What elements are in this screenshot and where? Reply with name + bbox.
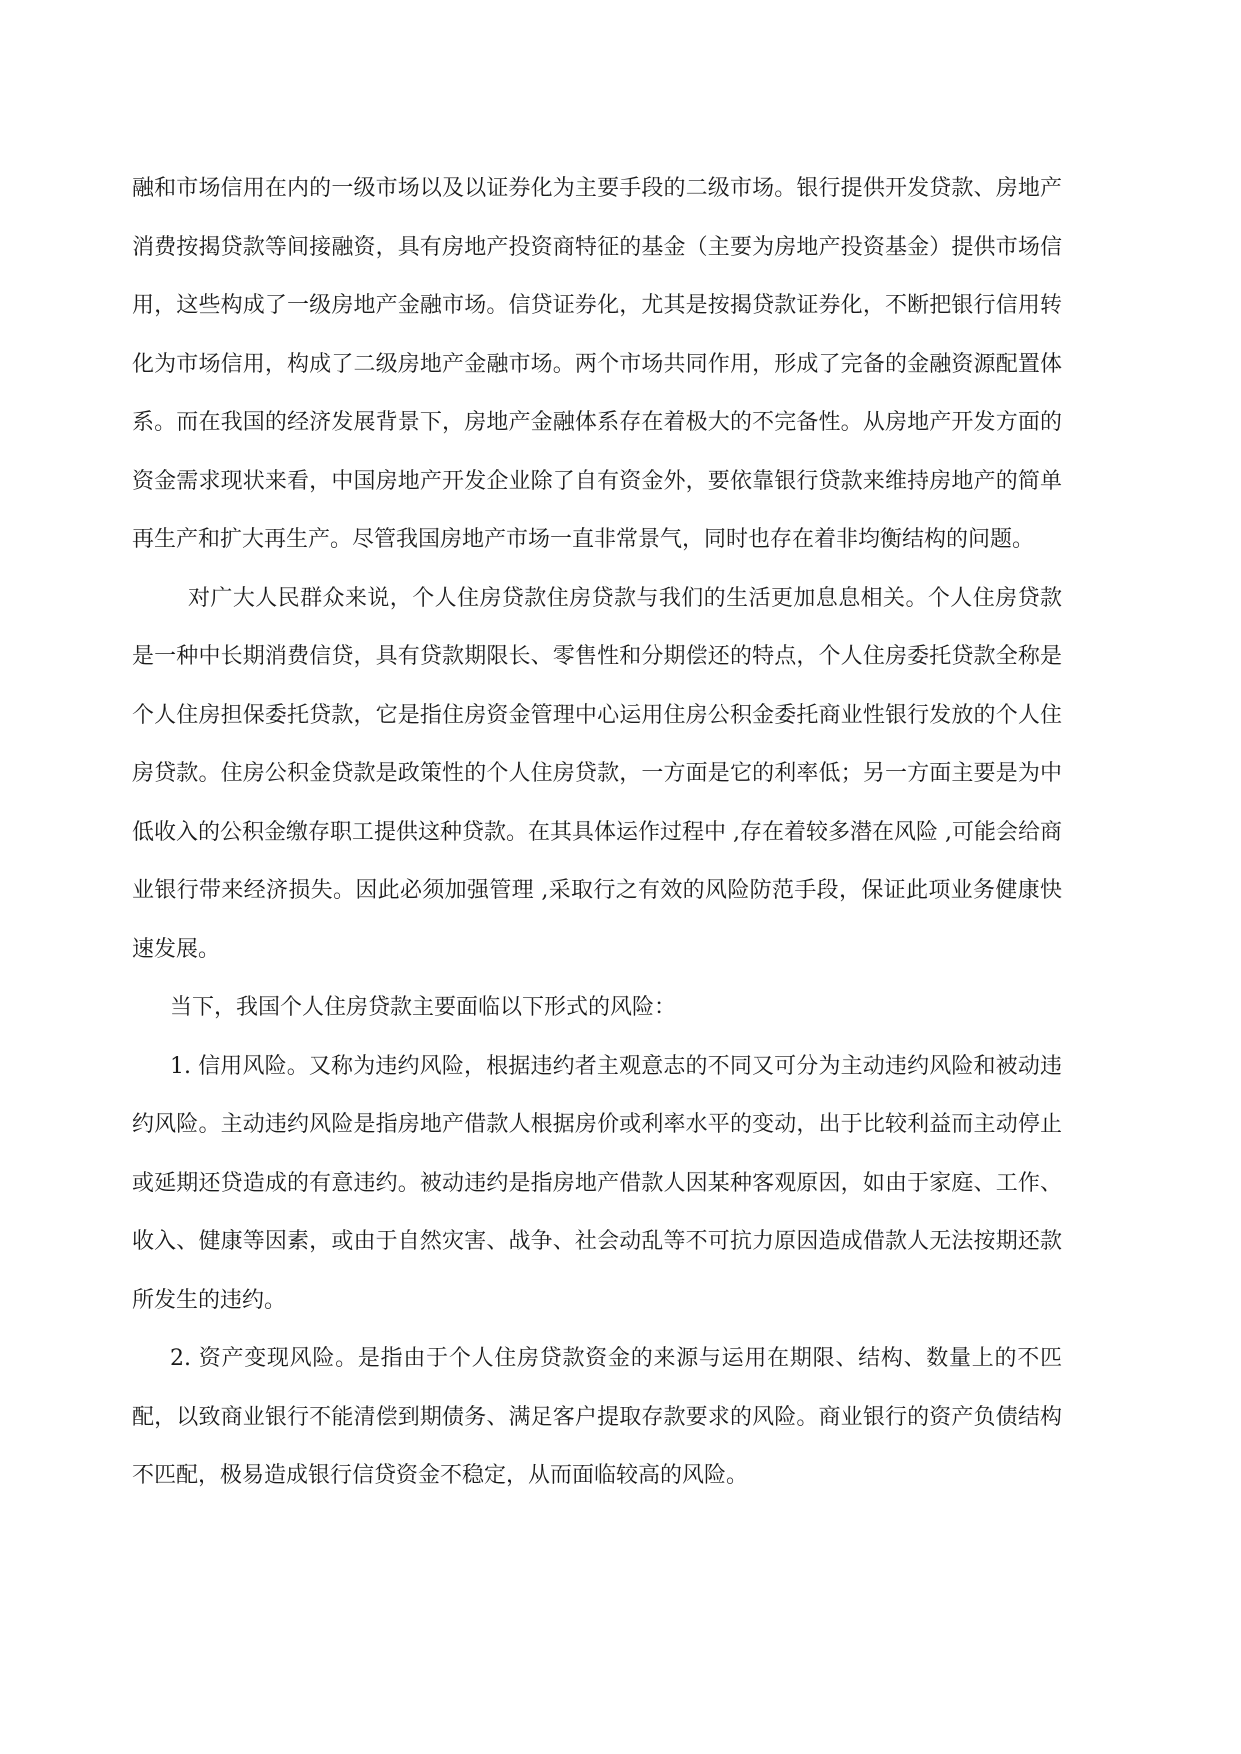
paragraph-personal-housing-loan: 对广大人民群众来说，个人住房贷款住房贷款与我们的生活更加息息相关。个人住房贷款是一种中长期消费信贷，具有贷款期限长、零售性和分期偿还的特点，个人住房委托贷款全称是个人住房担保委托贷款，它是指住房资金管理中心运用住房公积金委托商业性银行发放的个人住房贷款。住房公积金贷款是政策性的个人住房贷款，一方面是它的利率低；另一方面主要是为中低收入的公积金缴存职工提供这种贷款。在其具体运作过程中 ,存在着较多潜在风险 ,可能会给商业银行带来经济损失。因此必须加强管理 ,采取行之有效的风险防范手段，保证此项业务健康快速发展。 <box>132 585 1062 962</box>
paragraph-continuation: 融和市场信用在内的一级市场以及以证券化为主要手段的二级市场。银行提供开发贷款、房地产消费按揭贷款等间接融资，具有房地产投资商特征的基金（主要为房地产投资基金）提供市场信用，这些构成了一级房地产金融市场。信贷证券化，尤其是按揭贷款证券化，不断把银行信用转化为市场信用，构成了二级房地产金融市场。两个市场共同作用，形成了完备的金融资源配置体系。而在我国的经济发展背景下，房地产金融体系存在着极大的不完备性。从房地产开发方面的资金需求现状来看，中国房地产开发企业除了自有资金外，要依靠银行贷款来维持房地产的简单再生产和扩大再生产。尽管我国房地产市场一直非常景气，同时也存在着非均衡结构的问题。 <box>132 176 1062 552</box>
paragraph-liquidity-risk: 2. 资产变现风险。是指由于个人住房贷款资金的来源与运用在期限、结构、数量上的不匹配，以致商业银行不能清偿到期债务、满足客户提取存款要求的风险。商业银行的资产负债结构不匹配，极易造成银行信贷资金不稳定，从而面临较高的风险。 <box>132 1346 1062 1488</box>
paragraph-risk-intro: 当下，我国个人住房贷款主要面临以下形式的风险： <box>170 995 677 1020</box>
document-body <box>132 160 1062 1506</box>
paragraph-credit-risk: 1. 信用风险。又称为违约风险，根据违约者主观意志的不同又可分为主动违约风险和被动违约风险。主动违约风险是指房地产借款人根据房价或利率水平的变动，出于比较利益而主动停止或延期还贷造成的有意违约。被动违约是指房地产借款人因某种客观原因，如由于家庭、工作、收入、健康等因素，或由于自然灾害、战争、社会动乱等不可抗力原因造成借款人无法按期还款所发生的违约。 <box>132 1053 1062 1313</box>
